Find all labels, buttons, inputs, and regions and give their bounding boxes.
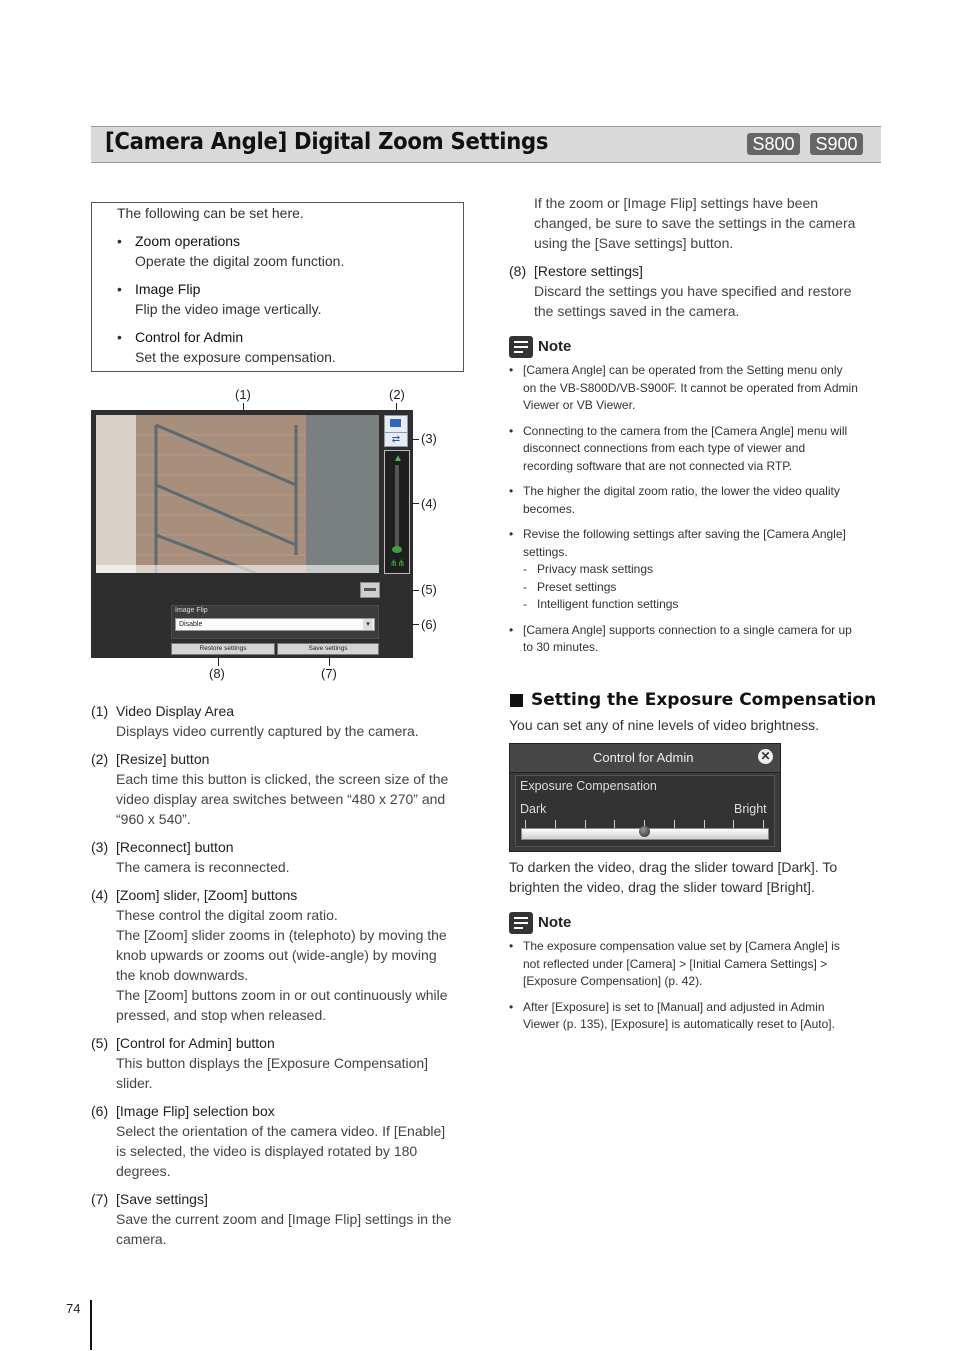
section-after-text (509, 857, 837, 897)
zoom-out-icon[interactable]: ⋔⋔ (390, 558, 406, 568)
description-line: “960 x 540”. (116, 811, 191, 827)
callout-6: (6) (421, 617, 437, 632)
note-2-list (509, 938, 884, 1042)
bullet-icon: • (509, 939, 514, 953)
note-icon (509, 336, 533, 358)
note-line: on the VB-S800D/VB-S900F. It cannot be operated from Admin (523, 380, 858, 395)
description-title: [Save settings] (116, 1191, 208, 1207)
description-title: [Reconnect] button (116, 839, 234, 855)
section-heading: Setting the Exposure Compensation (531, 690, 877, 710)
intro-item-desc: Set the exposure compensation. (135, 349, 336, 365)
description-heading (91, 749, 471, 769)
zoom-slider-knob[interactable] (392, 546, 402, 553)
bright-label: Bright (734, 802, 767, 816)
description-line: Each time this button is clicked, the screen size of the (116, 771, 449, 787)
note-bullet (509, 526, 884, 614)
description-number: (6) (91, 1103, 109, 1119)
dash-icon: - (523, 562, 527, 576)
note-line: Connecting to the camera from the [Camera Angle] menu will (523, 423, 848, 438)
description-number: (4) (91, 887, 109, 903)
note-line: Revise the following settings after saving the [Camera Angle] (523, 527, 846, 541)
note-sub-text: Privacy mask settings (537, 562, 654, 576)
note-line: Viewer or VB Viewer. (523, 398, 636, 412)
description-line: The camera is reconnected. (116, 859, 290, 875)
bullet-icon: • (509, 622, 514, 637)
note-line: becomes. (523, 501, 576, 516)
image-flip-select[interactable] (175, 618, 375, 631)
bullet-icon: • (509, 999, 514, 1014)
description-heading (91, 1101, 471, 1121)
note-sub-text: Intelligent function settings (537, 597, 679, 611)
intro-item-label: Image Flip (135, 281, 201, 297)
slider-tick (674, 820, 675, 828)
intro-item-label: Control for Admin (135, 329, 244, 345)
description-line: The [Zoom] buttons zoom in or out continuously while (116, 987, 448, 1003)
description-list (91, 701, 471, 1257)
reconnect-icon: ⇄ (391, 434, 401, 445)
video-display-area[interactable] (96, 415, 379, 573)
description-line: This button displays the [Exposure Compensation] (116, 1055, 429, 1071)
callout-8: (8) (209, 666, 225, 681)
description-item (91, 837, 471, 877)
description-item (91, 749, 471, 829)
callout-5: (5) (421, 582, 437, 597)
model-badge-s900: S900 (810, 133, 863, 155)
note-line: recording software that are not connected via RTP. (523, 458, 793, 473)
note-line: The higher the digital zoom ratio, the lower the video quality (523, 484, 840, 498)
description-number: (2) (91, 751, 109, 767)
note-bullet (509, 483, 884, 518)
callout-7: (7) (321, 666, 337, 681)
slider-tick (585, 820, 586, 828)
description-item (91, 1189, 471, 1249)
callout-4: (4) (421, 496, 437, 511)
zoom-slider[interactable] (384, 450, 410, 574)
slider-tick (733, 820, 734, 828)
note-sub-text: Preset settings (537, 579, 617, 594)
description-number: (3) (91, 839, 109, 855)
text-line: brighten the video, drag the slider toward [Bright]. (509, 879, 815, 895)
dash-icon: - (523, 597, 527, 611)
note-line: [Camera Angle] supports connection to a single camera for up (523, 622, 852, 637)
description-line: slider. (116, 1075, 153, 1091)
note-bullet (509, 423, 884, 476)
note-line: settings. (523, 544, 568, 559)
reconnect-button[interactable] (384, 432, 408, 447)
slider-tick (704, 820, 705, 828)
description-heading (91, 837, 471, 857)
note-line: not reflected under [Camera] > [Initial Camera Settings] > (523, 956, 828, 971)
note-line: Viewer (p. 135), [Exposure] is automatically reset to [Auto]. (523, 1017, 835, 1031)
bullet-icon: • (509, 423, 514, 438)
description-line: camera. (116, 1231, 167, 1247)
model-badge-s800: S800 (747, 133, 800, 155)
panel-header (510, 744, 780, 773)
section-intro: You can set any of nine levels of video brightness. (509, 717, 820, 733)
title-bar (91, 126, 881, 163)
slider-tick (525, 820, 526, 828)
text-line: Discard the settings you have specified and restore (534, 283, 852, 299)
note-line: [Exposure Compensation] (p. 42). (523, 974, 703, 988)
intro-item-desc: Operate the digital zoom function. (135, 253, 345, 269)
exposure-label: Exposure Compensation (520, 779, 657, 793)
item-8-number: (8) (509, 263, 527, 279)
item-8-body (534, 281, 852, 321)
bullet-icon: • (509, 484, 514, 498)
resize-icon (390, 419, 401, 427)
description-item (91, 1101, 471, 1181)
intro-box (91, 202, 464, 372)
note-sub-item (523, 579, 884, 597)
note-line: After [Exposure] is set to [Manual] and adjusted in Admin (523, 999, 825, 1014)
page-number: 74 (66, 1301, 81, 1316)
restore-settings-button[interactable]: Restore settings (171, 643, 275, 655)
page-title: [Camera Angle] Digital Zoom Settings (105, 129, 549, 155)
bullet-icon: • (117, 281, 122, 297)
intro-lead: The following can be set here. (117, 205, 304, 221)
text-line: To darken the video, drag the slider toward [Dark]. To (509, 859, 838, 875)
slider-tick (763, 820, 764, 828)
continuation-text (534, 193, 855, 253)
exposure-compensation-panel (509, 743, 781, 852)
description-line: Select the orientation of the camera video. If [Enable] (116, 1123, 446, 1139)
description-line: pressed, and stop when released. (116, 1007, 327, 1023)
text-line: using the [Save settings] button. (534, 235, 734, 251)
footer-rule (90, 1300, 92, 1350)
image-flip-label: Image Flip (175, 607, 208, 614)
intro-item-label: Zoom operations (135, 233, 241, 249)
save-settings-button[interactable]: Save settings (277, 643, 379, 655)
description-title: [Zoom] slider, [Zoom] buttons (116, 887, 298, 903)
bullet-icon: • (117, 329, 122, 345)
note-line: The exposure compensation value set by [Camera Angle] is (523, 939, 840, 953)
dark-label: Dark (520, 802, 547, 816)
image-flip-value: Disable (179, 621, 203, 628)
zoom-in-icon[interactable]: ▲ (393, 453, 403, 464)
slider-tick (555, 820, 556, 828)
description-title: [Resize] button (116, 751, 210, 767)
note-bullet (509, 938, 884, 991)
intro-item-desc: Flip the video image vertically. (135, 301, 322, 317)
close-icon[interactable]: ✕ (758, 749, 773, 764)
panel-body (515, 775, 775, 847)
text-line: If the zoom or [Image Flip] settings have been (534, 195, 819, 211)
section-square-icon (510, 694, 523, 707)
description-number: (1) (91, 703, 109, 719)
panel-title: Control for Admin (593, 750, 694, 765)
note-heading: Note (538, 914, 572, 931)
description-heading (91, 885, 471, 905)
callout-2: (2) (389, 387, 405, 402)
description-title: [Image Flip] selection box (116, 1103, 275, 1119)
description-title: [Control for Admin] button (116, 1035, 275, 1051)
description-item (91, 1033, 471, 1093)
description-line: The [Zoom] slider zooms in (telephoto) by moving the (116, 927, 447, 943)
bullet-icon: • (509, 363, 514, 377)
bullet-icon: • (509, 527, 514, 541)
note-bullet (509, 362, 884, 415)
note-icon (509, 912, 533, 934)
description-line: video display area switches between “480 x 270” and (116, 791, 446, 807)
description-line: knob upwards or zooms out (wide-angle) by moving (116, 947, 437, 963)
note-heading: Note (538, 338, 572, 355)
note-bullet (509, 622, 884, 657)
dash-icon: - (523, 579, 527, 594)
callout-3: (3) (421, 431, 437, 446)
building-image (96, 415, 379, 573)
note-line: to 30 minutes. (523, 640, 599, 654)
description-line: Save the current zoom and [Image Flip] settings in the (116, 1211, 452, 1227)
description-line: the knob downwards. (116, 967, 249, 983)
image-flip-panel (171, 605, 379, 639)
note-sub-item (523, 561, 884, 579)
bullet-icon: • (117, 233, 122, 249)
description-number: (7) (91, 1191, 109, 1207)
chevron-down-icon: ▾ (363, 619, 373, 630)
description-line: is selected, the video is displayed rotated by 180 (116, 1143, 418, 1159)
description-line: Displays video currently captured by the camera. (116, 723, 419, 739)
text-line: changed, be sure to save the settings in the camera (534, 215, 856, 231)
note-sub-item (523, 596, 884, 614)
description-title: Video Display Area (116, 703, 235, 719)
description-item (91, 885, 471, 1025)
exposure-slider-knob[interactable] (639, 826, 650, 837)
description-line: These control the digital zoom ratio. (116, 907, 338, 923)
slider-tick (614, 820, 615, 828)
zoom-slider-track (395, 465, 399, 551)
description-heading (91, 1033, 471, 1053)
admin-control-icon (364, 588, 376, 591)
callout-1: (1) (235, 387, 251, 402)
description-line: degrees. (116, 1163, 171, 1179)
control-for-admin-button[interactable] (360, 582, 380, 598)
camera-angle-screenshot (91, 410, 413, 658)
note-bullet (509, 999, 884, 1034)
note-line: disconnect connections from each type of viewer and (523, 441, 806, 455)
note-1-list (509, 362, 884, 665)
text-line: the settings saved in the camera. (534, 303, 740, 319)
item-8-title: [Restore settings] (534, 263, 643, 279)
description-heading (91, 701, 471, 721)
description-number: (5) (91, 1035, 109, 1051)
note-line: [Camera Angle] can be operated from the Setting menu only (523, 363, 843, 377)
resize-button[interactable] (384, 415, 408, 433)
description-heading (91, 1189, 471, 1209)
description-item (91, 701, 471, 741)
